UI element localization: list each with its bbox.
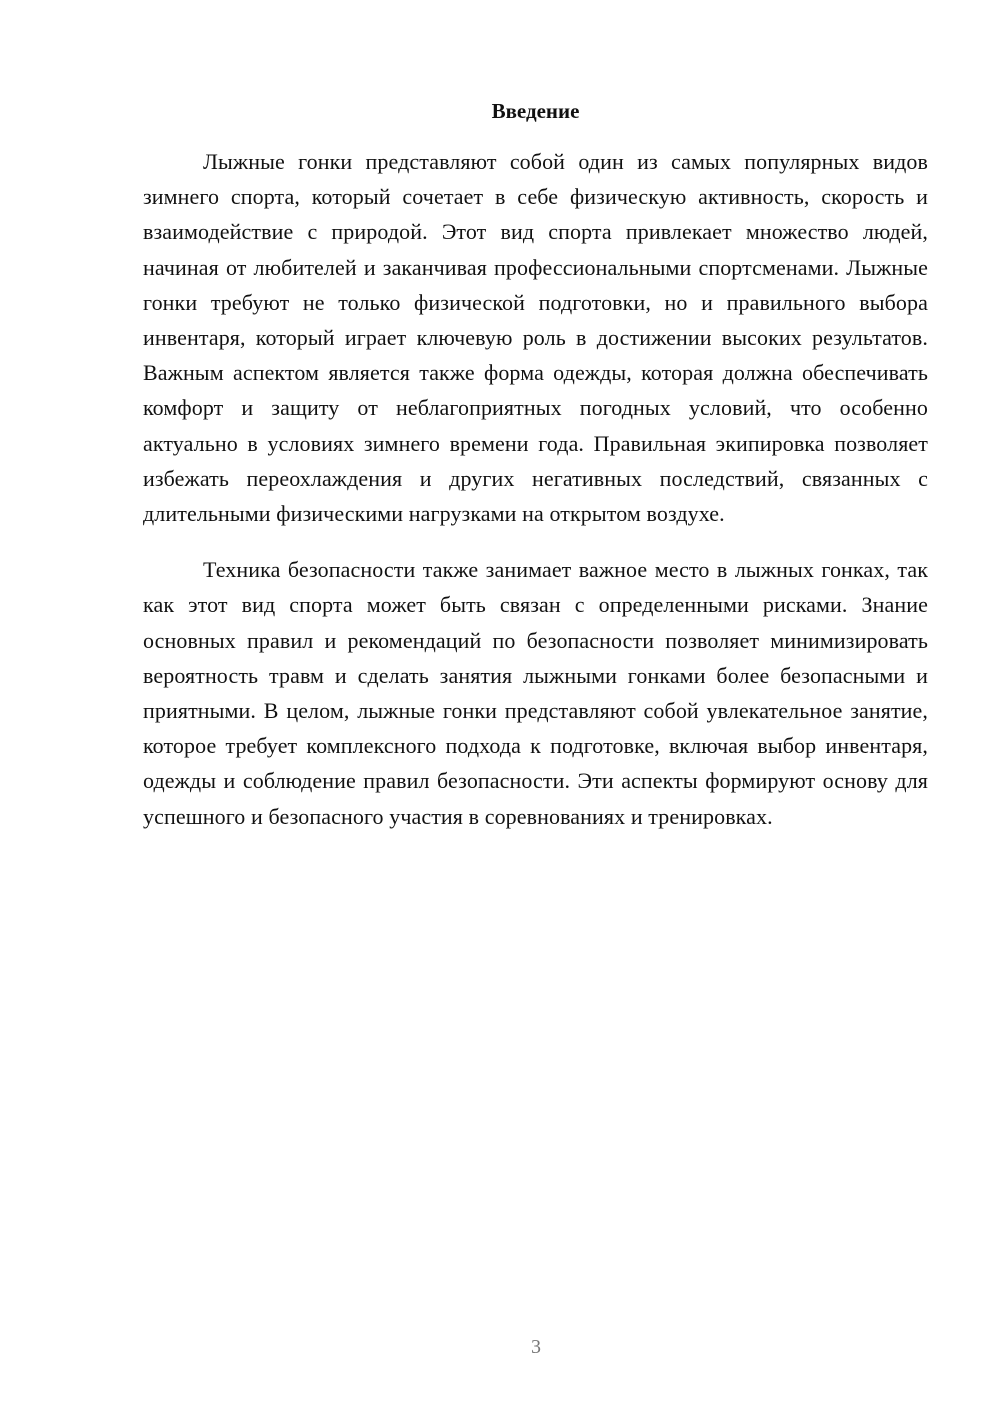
section-title: Введение — [491, 99, 580, 123]
paragraph-2: Техника безопасности также занимает важное место в лыжных гонках, так как этот вид спорта может быть связан с определенными рисками. Знание основных правил и рекомендаций по безопасности позволяет минимизировать вероятность травм и сделать занятия лыжными гонками более безопасными и приятными. В целом, лыжные гонки представляют собой увлекательное занятие, которое требует комплексного подхода к подготовке, включая выбор инвентаря, одежды и соблюдение правил безопасности. Эти аспекты формируют основу для успешного и безопасного участия в соревнованиях и тренировках. — [143, 557, 928, 829]
page-number: 3 — [531, 1336, 541, 1358]
page-content — [143, 96, 928, 834]
paragraph-1: Лыжные гонки представляют собой один из самых популярных видов зимнего спорта, который сочетает в себе физическую активность, скорость и взаимодействие с природой. Этот вид спорта привлекает множество людей, начиная от любителей и заканчивая профессиональными спортсменами. Лыжные гонки требуют не только физической подготовки, но и правильного выбора инвентаря, который играет ключевую роль в достижении высоких результатов. Важным аспектом является также форма одежды, которая должна обеспечивать комфорт и защиту от неблагоприятных погодных условий, что особенно актуально в условиях зимнего времени года. Правильная экипировка позволяет избежать переохлаждения и других негативных последствий, связанных с длительными физическими нагрузками на открытом воздухе. — [143, 149, 928, 527]
